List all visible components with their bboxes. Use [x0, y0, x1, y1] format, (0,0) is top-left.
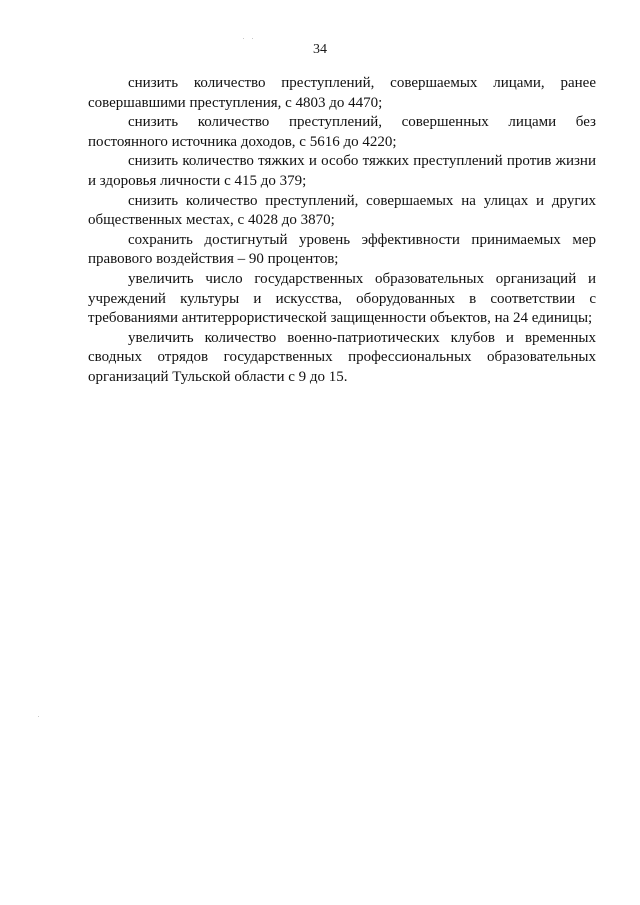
paragraph-serious-crimes: снизить количество тяжких и особо тяжких преступлений против жизни и здоровья личности с 415 до 379; — [88, 153, 596, 189]
scan-speck — [38, 716, 39, 717]
paragraph-no-income: снизить количество преступлений, совершенных лицами без постоянного источника доходов, с 5616 до 4220; — [88, 114, 596, 150]
scan-speck — [252, 38, 253, 39]
document-body — [88, 74, 596, 388]
scan-speck — [243, 38, 244, 39]
paragraph-repeat-offenders: снизить количество преступлений, совершаемых лицами, ранее совершавшими преступления, с 4803 до 4470; — [88, 75, 596, 111]
paragraph-antiterror-protection: увеличить число государственных образовательных организаций и учреждений культуры и искусства, оборудованных в соответствии с требованиями антитеррористической защищенности объектов, на 24 единицы; — [88, 270, 596, 327]
paragraph-patriotic-clubs: увеличить количество военно-патриотических клубов и временных сводных отрядов государственных профессиональных образовательных организаций Тульской области с 9 до 15. — [88, 329, 596, 385]
paragraph-legal-measures: сохранить достигнутый уровень эффективности принимаемых мер правового воздействия – 90 процентов; — [88, 231, 596, 268]
paragraph-public-places: снизить количество преступлений, совершаемых на улицах и других общественных местах, с 4028 до 3870; — [88, 192, 596, 229]
page-number: 34 — [313, 42, 327, 57]
